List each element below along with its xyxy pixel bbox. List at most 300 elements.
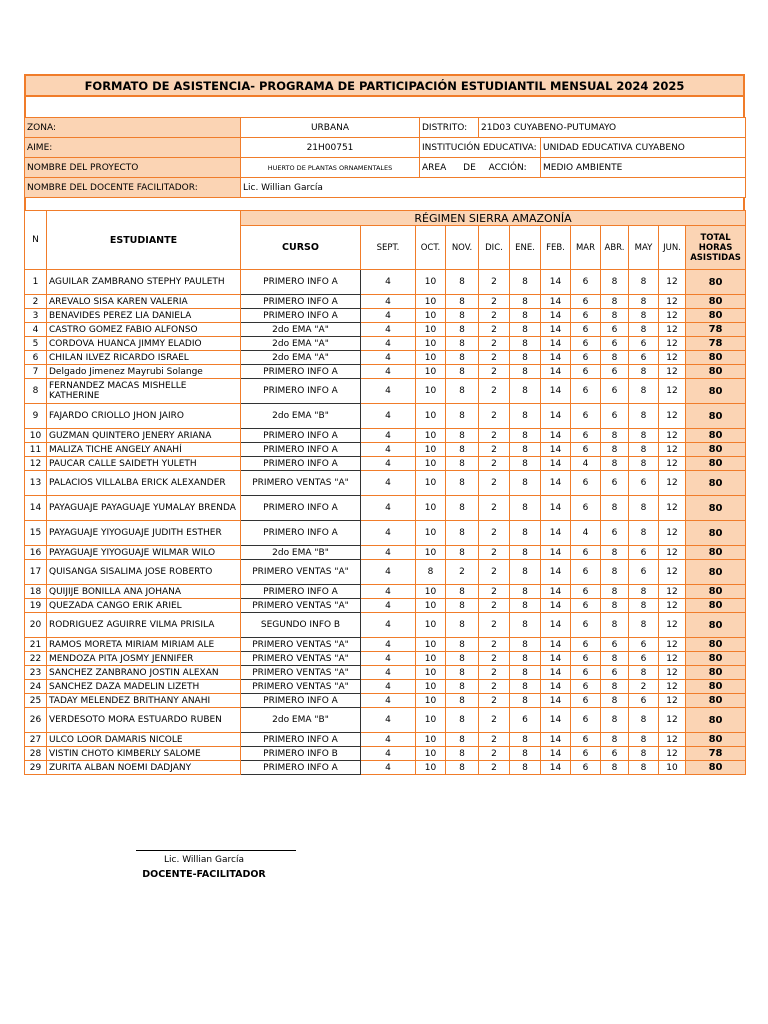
table-row — [25, 496, 746, 521]
total-hours: 78 — [686, 337, 746, 351]
hours-cell: 14 — [541, 694, 571, 708]
student-name: MALIZA TICHE ANGELY ANAHÍ — [47, 443, 241, 457]
table-row — [25, 680, 746, 694]
header-month: NOV. — [446, 226, 479, 270]
hours-cell: 6 — [571, 351, 601, 365]
student-course: PRIMERO VENTAS "A" — [241, 471, 361, 496]
student-course: PRIMERO VENTAS "A" — [241, 599, 361, 613]
hours-cell: 10 — [659, 761, 686, 775]
student-name: VERDESOTO MORA ESTUARDO RUBEN — [47, 708, 241, 733]
hours-cell: 12 — [659, 496, 686, 521]
hours-cell: 8 — [446, 708, 479, 733]
student-name: CORDOVA HUANCA JIMMY ELADIO — [47, 337, 241, 351]
hours-cell: 4 — [361, 599, 416, 613]
row-number: 18 — [25, 585, 47, 599]
header-month: OCT. — [416, 226, 446, 270]
hours-cell: 8 — [629, 761, 659, 775]
hours-cell: 2 — [479, 270, 510, 295]
header-curso: CURSO — [241, 226, 361, 270]
document-title: FORMATO DE ASISTENCIA- PROGRAMA DE PARTICIPACIÓN ESTUDIANTIL MENSUAL 2024 2025 — [24, 74, 745, 97]
hours-cell: 6 — [601, 379, 629, 404]
hours-cell: 4 — [361, 747, 416, 761]
hours-cell: 2 — [479, 761, 510, 775]
hours-cell: 4 — [361, 337, 416, 351]
hours-cell: 2 — [479, 496, 510, 521]
hours-cell: 2 — [479, 546, 510, 560]
info-table — [24, 117, 746, 198]
student-course: PRIMERO INFO A — [241, 761, 361, 775]
total-hours: 80 — [686, 585, 746, 599]
total-hours: 80 — [686, 666, 746, 680]
hours-cell: 4 — [361, 379, 416, 404]
docente-label: NOMBRE DEL DOCENTE FACILITADOR: — [25, 178, 241, 198]
student-course: 2do EMA "A" — [241, 323, 361, 337]
hours-cell: 10 — [416, 351, 446, 365]
hours-cell: 12 — [659, 652, 686, 666]
row-number: 9 — [25, 404, 47, 429]
table-row — [25, 351, 746, 365]
hours-cell: 4 — [571, 457, 601, 471]
student-name: PAUCAR CALLE SAIDETH YULETH — [47, 457, 241, 471]
table-row — [25, 323, 746, 337]
hours-cell: 6 — [571, 652, 601, 666]
table-row — [25, 708, 746, 733]
hours-cell: 6 — [629, 337, 659, 351]
student-course: PRIMERO VENTAS "A" — [241, 560, 361, 585]
hours-cell: 6 — [571, 666, 601, 680]
hours-cell: 10 — [416, 613, 446, 638]
area-label-2: DE — [463, 162, 476, 173]
hours-cell: 2 — [629, 680, 659, 694]
hours-cell: 10 — [416, 694, 446, 708]
hours-cell: 8 — [446, 337, 479, 351]
table-row — [25, 613, 746, 638]
hours-cell: 10 — [416, 708, 446, 733]
hours-cell: 4 — [361, 694, 416, 708]
hours-cell: 8 — [629, 309, 659, 323]
hours-cell: 8 — [446, 365, 479, 379]
hours-cell: 6 — [601, 365, 629, 379]
hours-cell: 8 — [629, 521, 659, 546]
hours-cell: 10 — [416, 585, 446, 599]
hours-cell: 4 — [361, 351, 416, 365]
hours-cell: 6 — [601, 666, 629, 680]
hours-cell: 10 — [416, 323, 446, 337]
hours-cell: 2 — [479, 599, 510, 613]
hours-cell: 8 — [510, 694, 541, 708]
zona-label: ZONA: — [25, 118, 241, 138]
hours-cell: 8 — [601, 694, 629, 708]
hours-cell: 14 — [541, 585, 571, 599]
hours-cell: 4 — [361, 546, 416, 560]
row-number: 14 — [25, 496, 47, 521]
student-course: PRIMERO INFO A — [241, 733, 361, 747]
student-course: PRIMERO INFO A — [241, 457, 361, 471]
hours-cell: 6 — [571, 733, 601, 747]
hours-cell: 14 — [541, 351, 571, 365]
hours-cell: 8 — [629, 379, 659, 404]
hours-cell: 2 — [479, 733, 510, 747]
row-number: 21 — [25, 638, 47, 652]
hours-cell: 14 — [541, 457, 571, 471]
total-hours: 80 — [686, 652, 746, 666]
hours-cell: 8 — [510, 747, 541, 761]
hours-cell: 8 — [629, 496, 659, 521]
hours-cell: 8 — [601, 585, 629, 599]
hours-cell: 12 — [659, 613, 686, 638]
student-name: CASTRO GOMEZ FABIO ALFONSO — [47, 323, 241, 337]
aime-label: AIME: — [25, 138, 241, 158]
hours-cell: 4 — [361, 666, 416, 680]
hours-cell: 8 — [601, 457, 629, 471]
table-row — [25, 666, 746, 680]
hours-cell: 8 — [446, 270, 479, 295]
student-course: 2do EMA "B" — [241, 404, 361, 429]
student-name: PAYAGUAJE YIYOGUAJE WILMAR WILO — [47, 546, 241, 560]
row-number: 27 — [25, 733, 47, 747]
hours-cell: 2 — [479, 747, 510, 761]
hours-cell: 2 — [479, 309, 510, 323]
header-month: DIC. — [479, 226, 510, 270]
hours-cell: 8 — [446, 733, 479, 747]
hours-cell: 10 — [416, 747, 446, 761]
hours-cell: 8 — [601, 680, 629, 694]
hours-cell: 14 — [541, 309, 571, 323]
hours-cell: 8 — [629, 365, 659, 379]
hours-cell: 6 — [571, 496, 601, 521]
hours-cell: 12 — [659, 379, 686, 404]
hours-cell: 8 — [446, 694, 479, 708]
hours-cell: 10 — [416, 337, 446, 351]
hours-cell: 8 — [446, 295, 479, 309]
header-n: N — [25, 211, 47, 270]
hours-cell: 10 — [416, 471, 446, 496]
hours-cell: 4 — [361, 521, 416, 546]
row-number: 22 — [25, 652, 47, 666]
hours-cell: 2 — [479, 295, 510, 309]
hours-cell: 6 — [571, 323, 601, 337]
hours-cell: 10 — [416, 761, 446, 775]
header-month: ABR. — [601, 226, 629, 270]
hours-cell: 10 — [416, 429, 446, 443]
hours-cell: 6 — [601, 337, 629, 351]
total-hours: 80 — [686, 404, 746, 429]
hours-cell: 8 — [629, 457, 659, 471]
hours-cell: 8 — [629, 613, 659, 638]
header-month: MAR — [571, 226, 601, 270]
hours-cell: 8 — [629, 295, 659, 309]
student-name: QUIJIJE BONILLA ANA JOHANA — [47, 585, 241, 599]
hours-cell: 2 — [479, 585, 510, 599]
hours-cell: 2 — [479, 337, 510, 351]
student-name: SANCHEZ DAZA MADELIN LIZETH — [47, 680, 241, 694]
hours-cell: 6 — [571, 638, 601, 652]
student-course: PRIMERO INFO A — [241, 379, 361, 404]
hours-cell: 2 — [479, 560, 510, 585]
hours-cell: 8 — [446, 323, 479, 337]
hours-cell: 10 — [416, 546, 446, 560]
hours-cell: 6 — [571, 613, 601, 638]
hours-cell: 6 — [571, 309, 601, 323]
hours-cell: 8 — [601, 761, 629, 775]
hours-cell: 10 — [416, 404, 446, 429]
table-row — [25, 560, 746, 585]
hours-cell: 8 — [446, 652, 479, 666]
hours-cell: 10 — [416, 652, 446, 666]
hours-cell: 8 — [629, 429, 659, 443]
hours-cell: 14 — [541, 337, 571, 351]
student-name: PAYAGUAJE YIYOGUAJE JUDITH ESTHER — [47, 521, 241, 546]
table-row — [25, 546, 746, 560]
hours-cell: 8 — [446, 351, 479, 365]
hours-cell: 8 — [510, 323, 541, 337]
aime-value: 21H00751 — [241, 138, 420, 158]
table-row — [25, 404, 746, 429]
row-number: 13 — [25, 471, 47, 496]
hours-cell: 6 — [571, 680, 601, 694]
student-name: AREVALO SISA KAREN VALERIA — [47, 295, 241, 309]
hours-cell: 8 — [601, 708, 629, 733]
hours-cell: 4 — [361, 323, 416, 337]
hours-cell: 8 — [510, 337, 541, 351]
hours-cell: 6 — [601, 521, 629, 546]
signature-line — [136, 850, 296, 851]
header-total: TOTAL HORAS ASISTIDAS — [686, 226, 746, 270]
hours-cell: 8 — [601, 429, 629, 443]
area-value: MEDIO AMBIENTE — [541, 158, 746, 178]
row-number: 7 — [25, 365, 47, 379]
hours-cell: 14 — [541, 443, 571, 457]
hours-cell: 8 — [510, 546, 541, 560]
table-row — [25, 761, 746, 775]
hours-cell: 14 — [541, 652, 571, 666]
hours-cell: 8 — [446, 379, 479, 404]
hours-cell: 14 — [541, 404, 571, 429]
hours-cell: 6 — [571, 404, 601, 429]
student-course: PRIMERO INFO A — [241, 270, 361, 295]
hours-cell: 6 — [571, 747, 601, 761]
hours-cell: 8 — [510, 521, 541, 546]
total-hours: 80 — [686, 295, 746, 309]
student-course: PRIMERO INFO A — [241, 496, 361, 521]
student-course: PRIMERO INFO A — [241, 309, 361, 323]
hours-cell: 8 — [446, 599, 479, 613]
hours-cell: 12 — [659, 560, 686, 585]
hours-cell: 6 — [571, 599, 601, 613]
hours-cell: 6 — [601, 323, 629, 337]
total-hours: 80 — [686, 761, 746, 775]
institucion-label: INSTITUCIÓN EDUCATIVA: — [420, 138, 541, 158]
hours-cell: 12 — [659, 295, 686, 309]
student-name: ULCO LOOR DAMARIS NICOLE — [47, 733, 241, 747]
hours-cell: 12 — [659, 708, 686, 733]
hours-cell: 14 — [541, 666, 571, 680]
hours-cell: 6 — [601, 404, 629, 429]
hours-cell: 10 — [416, 365, 446, 379]
attendance-table — [24, 210, 746, 775]
hours-cell: 12 — [659, 585, 686, 599]
total-hours: 80 — [686, 457, 746, 471]
row-number: 15 — [25, 521, 47, 546]
hours-cell: 2 — [479, 365, 510, 379]
student-course: 2do EMA "A" — [241, 337, 361, 351]
student-course: PRIMERO INFO A — [241, 521, 361, 546]
hours-cell: 12 — [659, 443, 686, 457]
header-month: SEPT. — [361, 226, 416, 270]
hours-cell: 4 — [361, 585, 416, 599]
proyecto-value: HUERTO DE PLANTAS ORNAMENTALES — [241, 158, 420, 178]
total-hours: 80 — [686, 613, 746, 638]
hours-cell: 4 — [361, 471, 416, 496]
student-course: PRIMERO VENTAS "A" — [241, 638, 361, 652]
hours-cell: 14 — [541, 471, 571, 496]
hours-cell: 2 — [479, 694, 510, 708]
hours-cell: 8 — [601, 733, 629, 747]
hours-cell: 14 — [541, 680, 571, 694]
hours-cell: 14 — [541, 496, 571, 521]
student-course: SEGUNDO INFO B — [241, 613, 361, 638]
hours-cell: 8 — [601, 270, 629, 295]
student-course: PRIMERO INFO A — [241, 443, 361, 457]
hours-cell: 8 — [629, 323, 659, 337]
hours-cell: 4 — [361, 365, 416, 379]
hours-cell: 14 — [541, 761, 571, 775]
table-row — [25, 747, 746, 761]
row-number: 28 — [25, 747, 47, 761]
hours-cell: 6 — [629, 560, 659, 585]
hours-cell: 8 — [629, 599, 659, 613]
hours-cell: 8 — [601, 652, 629, 666]
hours-cell: 2 — [479, 613, 510, 638]
hours-cell: 8 — [446, 496, 479, 521]
hours-cell: 12 — [659, 521, 686, 546]
hours-cell: 6 — [571, 379, 601, 404]
hours-cell: 8 — [510, 761, 541, 775]
hours-cell: 12 — [659, 337, 686, 351]
header-month: JUN. — [659, 226, 686, 270]
table-row — [25, 521, 746, 546]
hours-cell: 6 — [571, 270, 601, 295]
table-row — [25, 379, 746, 404]
hours-cell: 14 — [541, 365, 571, 379]
header-month: FEB. — [541, 226, 571, 270]
hours-cell: 8 — [601, 613, 629, 638]
hours-cell: 4 — [361, 733, 416, 747]
hours-cell: 12 — [659, 471, 686, 496]
hours-cell: 4 — [361, 638, 416, 652]
hours-cell: 2 — [479, 708, 510, 733]
table-row — [25, 585, 746, 599]
row-number: 12 — [25, 457, 47, 471]
total-hours: 80 — [686, 546, 746, 560]
student-course: 2do EMA "A" — [241, 351, 361, 365]
student-course: 2do EMA "B" — [241, 708, 361, 733]
hours-cell: 8 — [446, 680, 479, 694]
hours-cell: 10 — [416, 680, 446, 694]
student-name: VISTIN CHOTO KIMBERLY SALOME — [47, 747, 241, 761]
hours-cell: 2 — [479, 638, 510, 652]
hours-cell: 8 — [510, 429, 541, 443]
total-hours: 80 — [686, 270, 746, 295]
hours-cell: 8 — [510, 666, 541, 680]
hours-cell: 12 — [659, 680, 686, 694]
hours-cell: 8 — [601, 443, 629, 457]
hours-cell: 4 — [361, 429, 416, 443]
signature-name: Lic. Willian García — [164, 855, 244, 865]
hours-cell: 10 — [416, 295, 446, 309]
student-course: PRIMERO INFO A — [241, 694, 361, 708]
student-name: Delgado Jimenez Mayrubi Solange — [47, 365, 241, 379]
hours-cell: 6 — [601, 747, 629, 761]
hours-cell: 10 — [416, 496, 446, 521]
row-number: 20 — [25, 613, 47, 638]
row-number: 8 — [25, 379, 47, 404]
student-course: PRIMERO VENTAS "A" — [241, 666, 361, 680]
hours-cell: 2 — [479, 429, 510, 443]
student-name: RAMOS MORETA MIRIAM MIRIAM ALE — [47, 638, 241, 652]
hours-cell: 4 — [361, 708, 416, 733]
total-hours: 80 — [686, 694, 746, 708]
student-name: AGUILAR ZAMBRANO STEPHY PAULETH — [47, 270, 241, 295]
distrito-value: 21D03 CUYABENO-PUTUMAYO — [479, 118, 746, 138]
hours-cell: 8 — [629, 708, 659, 733]
hours-cell: 14 — [541, 708, 571, 733]
hours-cell: 14 — [541, 546, 571, 560]
row-number: 10 — [25, 429, 47, 443]
student-name: GUZMAN QUINTERO JENERY ARIANA — [47, 429, 241, 443]
row-number: 3 — [25, 309, 47, 323]
total-hours: 80 — [686, 351, 746, 365]
hours-cell: 10 — [416, 733, 446, 747]
hours-cell: 8 — [510, 404, 541, 429]
hours-cell: 2 — [479, 471, 510, 496]
hours-cell: 6 — [629, 546, 659, 560]
total-hours: 78 — [686, 747, 746, 761]
hours-cell: 6 — [571, 429, 601, 443]
hours-cell: 8 — [510, 733, 541, 747]
hours-cell: 8 — [446, 521, 479, 546]
hours-cell: 8 — [510, 270, 541, 295]
hours-cell: 12 — [659, 429, 686, 443]
hours-cell: 14 — [541, 599, 571, 613]
student-name: ZURITA ALBAN NOEMI DADJANY — [47, 761, 241, 775]
row-number: 16 — [25, 546, 47, 560]
student-name: SANCHEZ ZANBRANO JOSTIN ALEXAN — [47, 666, 241, 680]
table-row — [25, 365, 746, 379]
hours-cell: 4 — [571, 521, 601, 546]
hours-cell: 8 — [601, 295, 629, 309]
student-name: RODRIGUEZ AGUIRRE VILMA PRISILA — [47, 613, 241, 638]
hours-cell: 12 — [659, 351, 686, 365]
hours-cell: 8 — [446, 613, 479, 638]
hours-cell: 8 — [510, 652, 541, 666]
total-hours: 80 — [686, 309, 746, 323]
hours-cell: 8 — [510, 613, 541, 638]
total-hours: 80 — [686, 638, 746, 652]
hours-cell: 10 — [416, 379, 446, 404]
hours-cell: 12 — [659, 404, 686, 429]
hours-cell: 8 — [601, 546, 629, 560]
hours-cell: 4 — [361, 404, 416, 429]
hours-cell: 14 — [541, 323, 571, 337]
hours-cell: 14 — [541, 295, 571, 309]
hours-cell: 2 — [479, 404, 510, 429]
hours-cell: 8 — [601, 599, 629, 613]
total-hours: 80 — [686, 521, 746, 546]
hours-cell: 6 — [571, 471, 601, 496]
table-row — [25, 429, 746, 443]
hours-cell: 8 — [446, 457, 479, 471]
